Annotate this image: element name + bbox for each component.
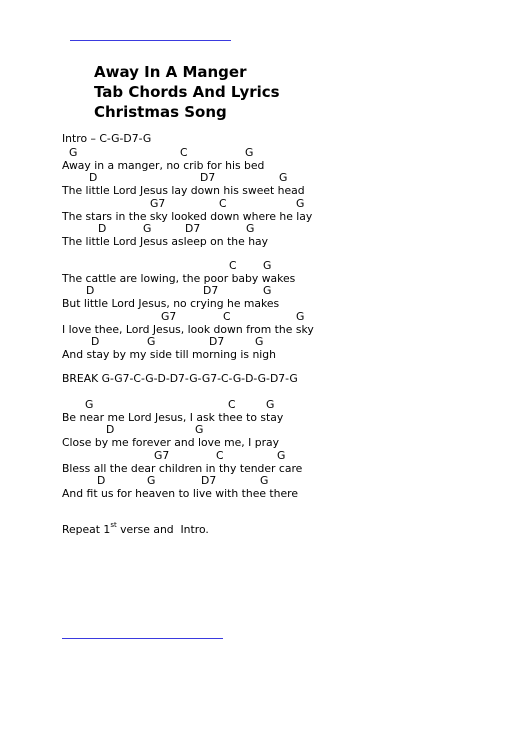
- chord: D7: [209, 335, 225, 349]
- repeat-text-before: Repeat 1: [62, 523, 111, 536]
- chord: G: [195, 423, 204, 437]
- repeat-text-after: verse and Intro.: [116, 523, 209, 536]
- chord: G: [263, 284, 272, 298]
- chord: D: [86, 284, 95, 298]
- chord: G: [296, 196, 305, 210]
- chord: G: [260, 474, 269, 488]
- repeat-note: [62, 523, 209, 536]
- chord: G: [263, 259, 272, 272]
- lyric-line: Away in a manger, no crib for his bed: [62, 158, 265, 172]
- chord: G: [147, 474, 156, 488]
- lyric-line: And stay by my side till morning is nigh: [62, 347, 276, 361]
- chord: G: [277, 448, 286, 462]
- chord: D: [89, 171, 98, 185]
- lyric-line: Close by me forever and love me, I pray: [62, 436, 280, 450]
- intro-line: Intro – C-G-D7-G: [62, 132, 152, 145]
- chord: G: [266, 398, 275, 411]
- chord: D: [91, 335, 100, 349]
- repeat-superscript: st: [110, 521, 117, 530]
- song-title-line-1: Away In A Manger: [94, 63, 247, 81]
- break-line: BREAK G-G7-C-G-D-D7-G-G7-C-G-D-G-D7-G: [62, 372, 298, 385]
- chord: D: [106, 423, 115, 437]
- lyric-line: But little Lord Jesus, no crying he makes: [62, 297, 280, 311]
- chord: G: [143, 222, 152, 236]
- lyric-line: And fit us for heaven to live with thee there: [62, 486, 298, 500]
- chord: D: [97, 474, 106, 488]
- song-title-line-2: Tab Chords And Lyrics: [94, 83, 280, 101]
- chord: D7: [203, 284, 219, 298]
- chord: D7: [200, 171, 216, 185]
- chord: C: [223, 309, 231, 323]
- lyric-line: The little Lord Jesus asleep on the hay: [62, 234, 269, 248]
- chord: D7: [201, 474, 217, 488]
- chord: G: [296, 309, 305, 323]
- lyric-line: Bless all the dear children in thy tender care: [62, 461, 303, 475]
- chord: C: [219, 196, 227, 210]
- chord: G7: [161, 309, 177, 323]
- top-rule: [70, 40, 231, 41]
- chord: G: [147, 335, 156, 349]
- chord: G: [246, 222, 255, 236]
- chord: G: [69, 146, 78, 159]
- chord: G: [85, 398, 94, 411]
- chord: C: [216, 448, 224, 462]
- lyric-line: The cattle are lowing, the poor baby wakes: [62, 271, 296, 285]
- chord: G: [279, 171, 288, 185]
- chord: G: [255, 335, 264, 349]
- chord: C: [228, 398, 236, 411]
- chord: G7: [150, 196, 166, 210]
- chord: G7: [154, 448, 170, 462]
- chord: G: [245, 146, 254, 159]
- song-title-line-3: Christmas Song: [94, 103, 227, 121]
- lyric-line: Be near me Lord Jesus, I ask thee to stay: [62, 410, 284, 424]
- chord: D: [98, 222, 107, 236]
- lyric-line: The stars in the sky looked down where he lay: [62, 209, 313, 223]
- chord: C: [229, 259, 237, 272]
- chord: C: [180, 146, 188, 159]
- lyric-line: The little Lord Jesus lay down his sweet head: [62, 184, 305, 198]
- bottom-rule: [62, 638, 223, 639]
- chord: D7: [185, 222, 201, 236]
- lyric-line: I love thee, Lord Jesus, look down from the sky: [62, 322, 314, 336]
